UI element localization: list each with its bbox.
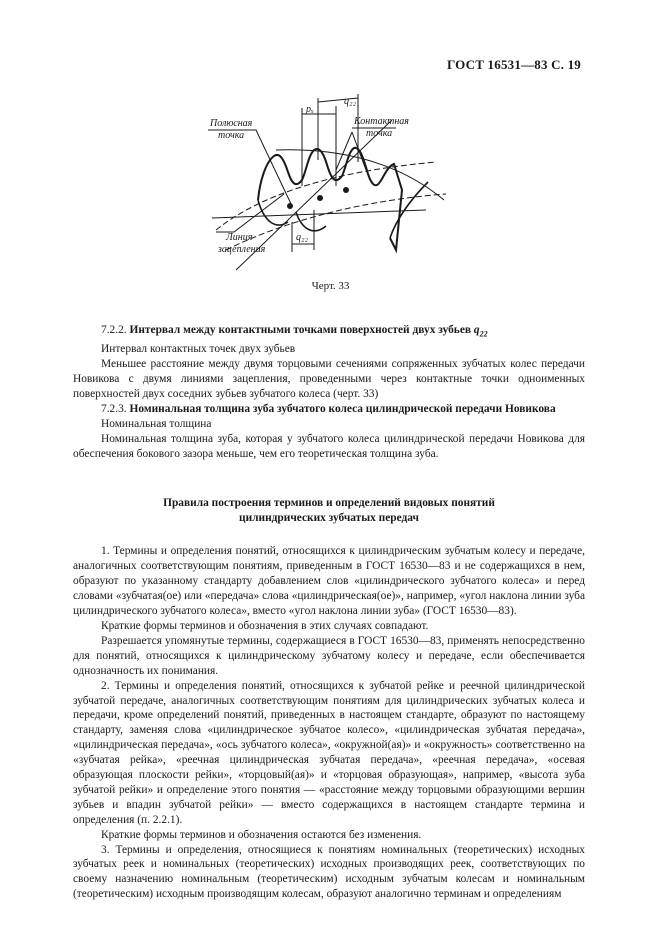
pitch-arc-1 — [216, 162, 436, 230]
label-px: pₓ — [306, 104, 314, 115]
term-7-2-3-short: Номинальная толщина — [101, 417, 212, 430]
page-header: ГОСТ 16531—83 С. 19 — [447, 57, 581, 72]
term-title: Номинальная толщина зуба зубчатого колеса цилиндрической передачи Новикова — [129, 402, 556, 415]
label-pole-1: Полюсная — [210, 118, 253, 129]
rules-title: Правила построения терминов и определений видовых понятий цилиндрических зубчатых передач — [163, 497, 495, 524]
term-7-2-2-short: Интервал контактных точек двух зубьев — [101, 343, 296, 356]
label-pole-2: точка — [218, 130, 245, 141]
term-number: 7.2.2. — [101, 324, 127, 336]
label-q22-top: q₂₂ — [344, 96, 356, 107]
contact-point-1 — [287, 203, 293, 209]
term-number: 7.2.3. — [101, 402, 127, 415]
label-line-1: Линия — [226, 232, 253, 243]
gear-mesh-drawing — [196, 90, 456, 275]
label-contact-1: Контактная — [354, 116, 409, 127]
rule-1: 1. Термины и определения понятий, относящихся к цилиндрическим зубчатым колесу и передаче, аналогичных соответствующим понятиям, приведенным в ГОСТ 16530—83 и не содержащихся в нем, образуют по указанному стандарту добавлением слов «цилиндрического зубчатого колеса» и перед словами «зубчатая(ое) или «передача» слова «цилиндрическая(ое)», например, «угол наклона линии зуба цилиндрического зубчатого колеса», вместо «угол наклона линии зуба» (ГОСТ 16530—83). — [73, 545, 585, 618]
term-7-2-3-definition: Номинальная толщина зуба, которая у зубчатого колеса цилиндрической передачи Новикова для обеспечения бокового зазора меньше, чем его теоретическая толщина зуба. — [73, 432, 585, 460]
rule-2: 2. Термины и определения понятий, относящихся к зубчатой рейке и реечной цилиндрической зубчатой передаче, аналогичных соответствующим понятиям для цилиндрических зубчатых колеса и передачи, кроме определений понятий, приведенных в настоящем стандарте, образуют по настоящему стандарту, заменяя слова «цилиндрическое зубчатое колесо», «цилиндрическая зубчатая передача», «цилиндрическая передача», «ось зубчатого колеса», «окружной(ая)» и «окружность» соответственно на «зубчатая рейка», «реечная цилиндрическая зубчатая передача», «реечная передача», «осевая образующая плоскости рейки», «торцовый(ая)» и «торцовая образующая», например, «высота зуба зубчатой рейки» и определение этого понятия — «расстояние между торцовыми образующими вершин зубьев и впадин зубчатой рейки» — вместо содержащихся в настоящем стандарте термина и определения (п. 2.2.1). — [73, 679, 585, 826]
label-q22-bottom: q₂₂ — [296, 232, 308, 243]
term-symbol: $q_{22}$ — [473, 324, 488, 339]
rule-1-allowance: Разрешается упомянутые термины, содержащиеся в ГОСТ 16530—83, применять непосредственно для понятий, относящихся к цилиндрическому зубчатому колесу и передаче, если обеспечивается однозначность их понимания. — [73, 634, 585, 677]
term-7-2-3-heading — [73, 402, 585, 417]
label-line-2: зацепления — [218, 244, 266, 255]
figure-caption: Черт. 33 — [311, 280, 350, 292]
figure-33 — [196, 90, 456, 275]
rule-1-short-forms: Краткие формы терминов и обозначения в этих случаях совпадают. — [101, 619, 429, 632]
label-contact-2: точка — [366, 128, 393, 139]
rule-3: 3. Термины и определения, относящиеся к понятиям номинальных (теоретических) исходных зубчатых реек и номинальных (теоретических) исходных производящих реек, соответствующих по своему назначению номинальным (теоретическим) исходным зубчатым колесам и номинальным (теоретическим) исходным производящим колесам, образуют аналогично терминам и определениям — [73, 843, 585, 901]
term-7-2-2-heading — [73, 323, 585, 342]
rule-2-short-forms: Краткие формы терминов и обозначения остаются без изменения. — [101, 828, 422, 841]
gear-teeth-outline — [258, 148, 402, 250]
term-7-2-2-definition: Меньшее расстояние между двумя торцовыми сечениями сопряженных зубчатых колес передачи Новикова с двумя линиями зацепления, проведенными через контактные точки одноименных поверхностей двух соседних зубьев зубчатого колеса (черт. 33) — [73, 358, 585, 400]
contact-point-2 — [317, 195, 323, 201]
document-body — [73, 323, 585, 902]
leader-line — [216, 194, 284, 232]
contact-point-3 — [343, 187, 349, 193]
line-of-action-1 — [212, 210, 426, 218]
term-title: Интервал между контактными точками поверхностей двух зубьев — [129, 324, 472, 336]
